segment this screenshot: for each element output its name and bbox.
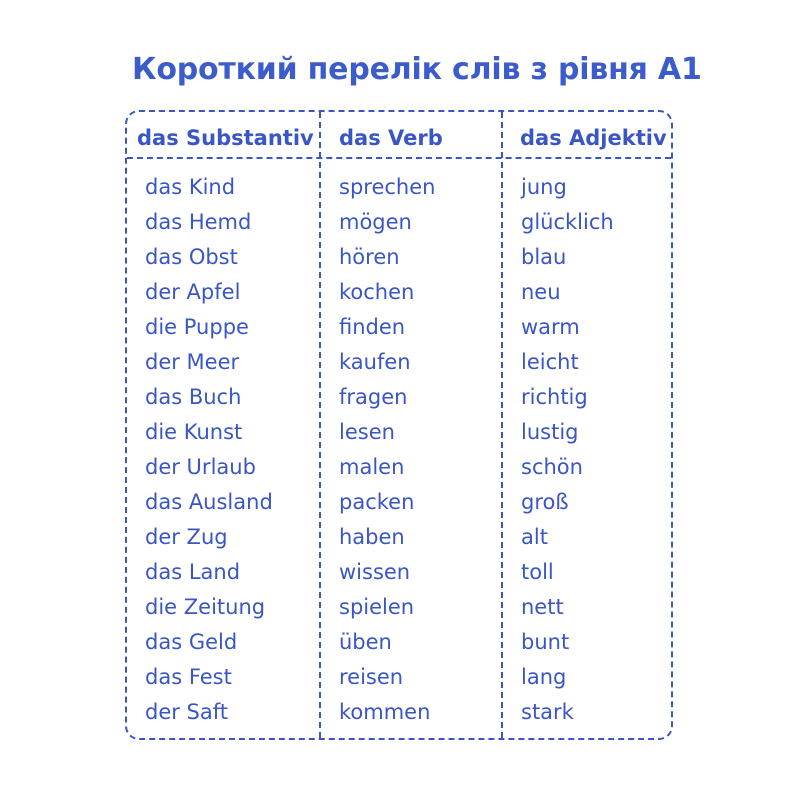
word-item: jung	[521, 175, 567, 199]
word-item: finden	[339, 315, 406, 339]
word-item: schön	[521, 455, 583, 479]
word-item: lustig	[521, 420, 579, 444]
word-item: leicht	[521, 350, 579, 374]
column-substantiv	[145, 170, 273, 730]
word-item: mögen	[339, 210, 412, 234]
column-adjektiv	[521, 170, 614, 730]
word-item: blau	[521, 245, 567, 269]
word-item: warm	[521, 315, 580, 339]
word-item: das Buch	[145, 385, 242, 409]
word-item: die Zeitung	[145, 595, 266, 619]
word-item: reisen	[339, 665, 404, 689]
column-header-adjektiv: das Adjektiv	[520, 126, 667, 150]
word-item: wissen	[339, 560, 411, 584]
word-item: richtig	[521, 385, 588, 409]
word-item: lang	[521, 665, 567, 689]
word-item: der Zug	[145, 525, 228, 549]
word-item: stark	[521, 700, 574, 724]
word-item: kaufen	[339, 350, 411, 374]
word-item: toll	[521, 560, 554, 584]
column-verb	[339, 170, 435, 730]
word-item: haben	[339, 525, 405, 549]
word-item: das Geld	[145, 630, 238, 654]
word-item: der Saft	[145, 700, 229, 724]
word-item: hören	[339, 245, 400, 269]
word-item: der Meer	[145, 350, 240, 374]
column-divider-1	[319, 112, 321, 738]
word-item: das Fest	[145, 665, 232, 689]
column-divider-2	[501, 112, 503, 738]
word-item: kommen	[339, 700, 431, 724]
word-item: die Puppe	[145, 315, 249, 339]
word-item: die Kunst	[145, 420, 243, 444]
word-item: nett	[521, 595, 564, 619]
word-item: das Land	[145, 560, 241, 584]
word-item: der Apfel	[145, 280, 241, 304]
word-item: das Kind	[145, 175, 236, 199]
word-item: fragen	[339, 385, 408, 409]
word-table	[125, 110, 673, 740]
word-item: glücklich	[521, 210, 614, 234]
word-item: das Obst	[145, 245, 238, 269]
word-item: das Hemd	[145, 210, 252, 234]
word-item: alt	[521, 525, 548, 549]
column-header-substantiv: das Substantiv	[137, 126, 314, 150]
word-item: kochen	[339, 280, 415, 304]
word-item: lesen	[339, 420, 395, 444]
header-divider	[127, 157, 671, 159]
word-item: malen	[339, 455, 405, 479]
word-item: der Urlaub	[145, 455, 256, 479]
word-item: packen	[339, 490, 415, 514]
word-item: das Ausland	[145, 490, 273, 514]
word-item: groß	[521, 490, 569, 514]
word-item: spielen	[339, 595, 415, 619]
word-item: bunt	[521, 630, 570, 654]
word-item: üben	[339, 630, 392, 654]
word-item: neu	[521, 280, 561, 304]
page-title: Короткий перелік слів з рівня A1	[132, 52, 702, 87]
column-header-verb: das Verb	[339, 126, 443, 150]
word-item: sprechen	[339, 175, 436, 199]
